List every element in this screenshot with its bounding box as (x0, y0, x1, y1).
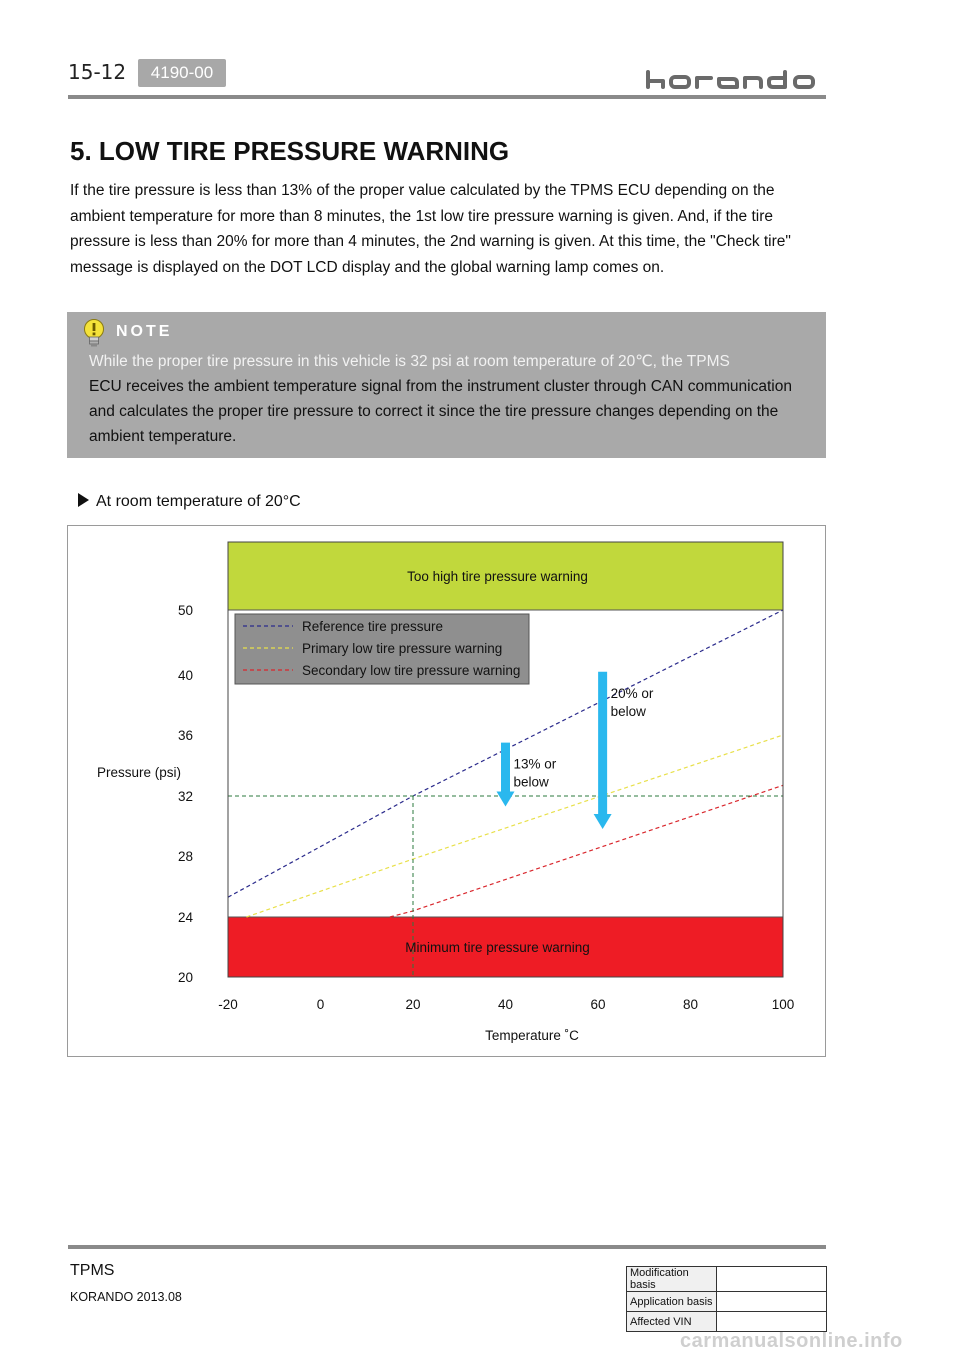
annotation-arrow-shaft-1 (501, 743, 510, 793)
annotation-arrow-shaft-2 (598, 672, 607, 815)
y-tick-label-32: 32 (177, 789, 193, 804)
footer-rule (68, 1245, 826, 1249)
x-tick-label-neg20: -20 (218, 997, 238, 1012)
y-tick-label-20: 20 (177, 970, 193, 985)
y-tick-label-36: 36 (177, 728, 193, 743)
pressure-temperature-chart (67, 525, 826, 1057)
x-tick-label-60: 60 (590, 997, 606, 1012)
annotation-label-1: 13% or below (513, 756, 557, 790)
footer-subtitle: KORANDO 2013.08 (70, 1290, 182, 1304)
annotation-label-2: 20% or below (610, 685, 654, 719)
chart-subheading (78, 493, 301, 511)
y-tick-label-50: 50 (177, 603, 193, 618)
annotation-arrowhead-2 (594, 814, 612, 829)
secondary-low-tire-pressure-warning-line (390, 785, 783, 917)
note-text (89, 349, 809, 449)
play-triangle-icon (78, 493, 89, 507)
application-basis-value (717, 1292, 827, 1312)
x-tick-label-40: 40 (497, 997, 514, 1012)
intro-paragraph: If the tire pressure is less than 13% of the proper value calculated by the TPMS ECU depending on the ambient temperature for more than 8 minutes, the 1st low tire pressure warning is given. And, if the tire pressure is less than 20% for more than 4 minutes, the 2nd warning is given. At this time, the "Check tire" message is displayed on the DOT LCD display and the global warning lamp comes on. (70, 182, 791, 276)
y-tick-label-40: 40 (177, 668, 193, 683)
note-label: NOTE (116, 323, 173, 340)
section-title: 5. LOW TIRE PRESSURE WARNING (70, 136, 510, 166)
legend-label-reference-tire-pressure: Reference tire pressure (302, 619, 444, 634)
legend-label-primary-low-tire-pressure-warning: Primary low tire pressure warning (302, 641, 503, 656)
annotation-arrowhead-1 (497, 792, 515, 807)
affected-vin-label: Affected VIN (627, 1312, 717, 1332)
table-row (627, 1267, 827, 1292)
x-tick-label-80: 80 (682, 997, 699, 1012)
affected-vin-value (717, 1312, 827, 1332)
footer-title: TPMS (70, 1262, 115, 1279)
minimum-tire-pressure-warning-label: Minimum tire pressure warning (405, 940, 590, 955)
x-tick-label-20: 20 (405, 997, 421, 1012)
x-axis-label: Temperature ˚C (485, 1028, 579, 1043)
modification-basis-label: Modification basis (627, 1267, 717, 1292)
y-tick-label-24: 24 (177, 910, 193, 925)
application-basis-label: Application basis (627, 1292, 717, 1312)
note-body: ECU receives the ambient temperature signal from the instrument cluster through CAN communication and calculates the proper tire pressure to correct it since the tire pressure changes depending on the ambient temperature. (89, 378, 792, 445)
section-code-badge: 4190-00 (138, 59, 226, 87)
too-high-tire-pressure-warning-label: Too high tire pressure warning (407, 569, 588, 584)
lightbulb-icon (81, 318, 107, 350)
modification-basis-value (717, 1267, 827, 1292)
page-number: 15-12 (68, 60, 127, 84)
table-row (627, 1312, 827, 1332)
header-rule (68, 95, 826, 99)
table-row (627, 1292, 827, 1312)
note-first-line: While the proper tire pressure in this vehicle is 32 psi at room temperature of 20℃, the TPMS (89, 353, 730, 370)
x-tick-label-100: 100 (771, 997, 795, 1012)
y-axis-label: Pressure (psi) (97, 765, 182, 780)
korando-logo (645, 70, 827, 90)
watermark: carmanualsonline.info (680, 1330, 903, 1352)
x-tick-label-0: 0 (316, 997, 325, 1012)
legend-label-secondary-low-tire-pressure-warning: Secondary low tire pressure warning (302, 663, 521, 678)
y-tick-label-28: 28 (177, 849, 193, 864)
modification-table (626, 1266, 827, 1332)
chart-subheading-text: At room temperature of 20°C (96, 493, 301, 510)
